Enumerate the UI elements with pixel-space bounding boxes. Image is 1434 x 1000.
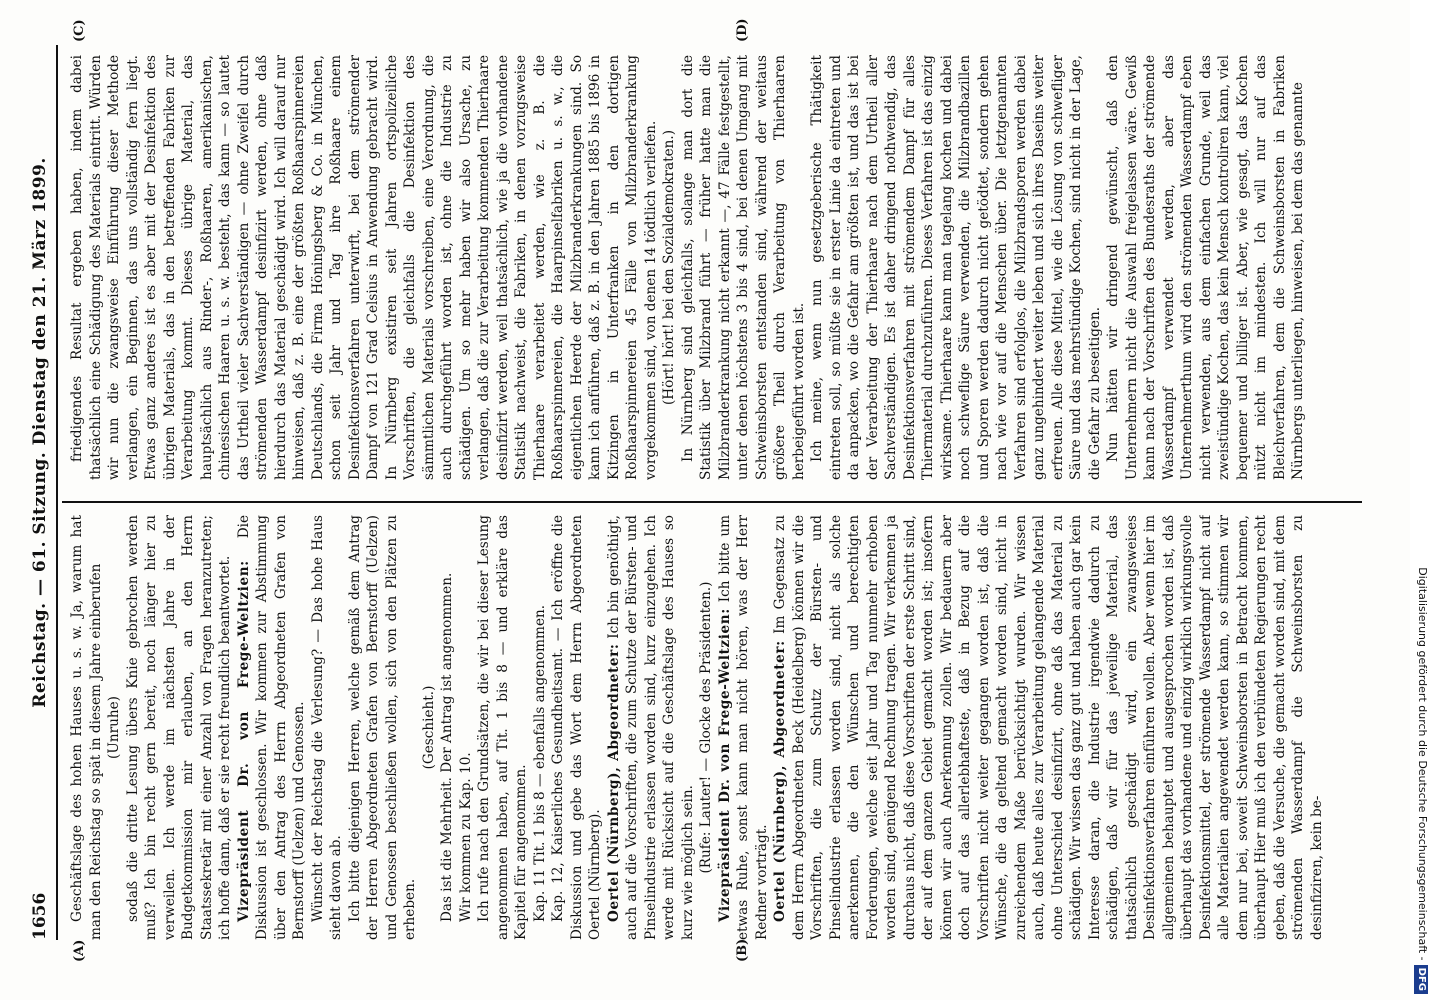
paragraph-text: In Nürnberg sind gleichfalls, solange man dort die Statistik über Milzbrand führt — früher hatte man die Milzbranderkrankung nicht erkannt —, 47 Fälle festgestellt, unter denen höchstens 3 bis 4 sind, bei denen Umgang mit Schweinsborsten entstanden sind, während der weitaus größere Theil durch Verarbeitung von Thierhaaren herbeigeführt worden ist.	[679, 55, 807, 480]
page-number: 1656	[30, 892, 50, 940]
paragraph-text: Geschäftslage des hohen Hauses u. s. w. Ja, warum hat man den Reichstag so spät in diesem Jahre einberufen	[69, 515, 104, 940]
paragraph	[68, 55, 660, 480]
right-column	[68, 55, 1368, 480]
paragraph-text: Ich bin genöthigt, auch auf die Vorschriften, die zum Schutze der Bürsten- und Pinselindustrie erlassen worden sind, kurz einzugehen. Ich werde mit Rücksicht auf die Geschäftslage des Hauses so kurz wie möglich sein.	[605, 515, 696, 940]
section-marker-a: (A)	[72, 939, 87, 962]
speaker-name: Oertel (Nürnberg), Abgeordneter:	[772, 640, 788, 922]
paragraph	[808, 55, 1104, 480]
paragraph-text: Nun hätten wir dringend gewünscht, daß den Unternehmern nicht die Auswahl freigelassen wäre. Gewiß kann nach der Vorschriften des Bundesraths der strömende Wasserdampf verwendet werden, aber das Unternehmerthum wird den strömenden Wasserdampf eben nicht verwenden, aus dem einfachen Grunde, weil das zweistündige Kochen, das kein Mensch kontroliren kann, viel bequemer und billiger ist. Aber, wie gesagt, das Kochen nützt nicht im mindesten. Ich will nur auf das Bleichverfahren, dem die Schweinsborsten in Fabriken Nürnbergs unterliegen, hinweisen, bei dem das genannte	[1105, 55, 1306, 480]
paragraph-text: Wir kommen zu Kap. 10.	[457, 752, 474, 922]
stage-direction	[697, 515, 716, 940]
section-marker-d: (D)	[735, 18, 750, 42]
paragraph-text: Kap. 11 Tit. 1 bis 8 — ebenfalls angenommen.	[531, 604, 548, 922]
paragraph	[124, 515, 235, 940]
paragraph	[1104, 55, 1308, 480]
paragraph-text: Das ist die Mehrheit. Der Antrag ist angenommen.	[439, 572, 455, 922]
paragraph	[679, 55, 809, 480]
paragraph	[771, 515, 1326, 940]
paragraph	[716, 515, 772, 940]
paragraph	[235, 515, 309, 940]
paragraph	[549, 515, 605, 940]
paragraph-text: Im Gegensatz zu dem Herrn Abgeordneten Beck (Heidelberg) können wir die Vorschriften, die zum Schutz der Bürsten- und Pinselindustrie erlassen worden sind, nicht als solche anerkennen, die den Wünschen und berechtigten Forderungen, welche seit Jahr und Tag nunmehr erhoben worden sind, genügend Rechnung tragen. Wir verkennen ja durchaus nicht, daß diese Vorschriften der erste Schritt sind, der auf dem ganzen Gebiet gemacht worden ist; insofern können wir auch Anerkennung zollen. Wir bedauern aber doch auf das allerlebhafteste, daß in Bezug auf die Vorschriften nicht weiter gegangen worden ist, daß die Wünsche, die da geltend gemacht worden sind, nicht in zureichendem Maße berücksichtigt wurden. Wir wissen auch, daß heute alles zur Verarbeitung gelangende Material ohne Unterschied desinfizirt, ohne daß das Material zu schädigen. Wir wissen das ganz gut und haben auch gar kein Interesse daran, die Industrie irgendwie dadurch zu schädigen, daß wir für das jeweilige Material, das thatsächlich geschädigt wird, ein zwangsweises Desinfektionsverfahren einführen wollen. Aber wenn hier im allgemeinen behauptet und ausgesprochen worden ist, daß überhaupt das vorhandene und einzig wirklich wirkungsvolle Desinfektionsmittel, der strömende Wasserdampf nicht auf alle Materialien angewendet werden kann, so stimmen wir dem nur bei, soweit Schweinsborsten in Betracht kommen, überhaupt Hier muß ich den verbündeten Regierungen recht geben, daß die Versuche, die gemacht worden sind, mit dem strömenden Wasserdampf die Schweinsborsten zu desinfiziren, kein be-	[772, 515, 1325, 940]
paragraph-text: Die Diskussion ist geschlossen. Wir kommen zur Abstimmung über den Antrag des Herrn Abgeordneten Grafen von Bernstorff (Uelzen) und Genossen.	[235, 515, 307, 940]
paragraph-text: Kap. 12, Kaiserliches Gesundheitsamt. — Ich eröffne die Diskussion und gebe das Wort dem Herrn Abgeordneten Oertel (Nürnberg).	[550, 515, 603, 940]
section-marker-c: (C)	[72, 19, 87, 42]
page-title: Reichstag. — 61. Sitzung. Dienstag den 21. März 1899.	[30, 157, 50, 708]
stage-direction	[105, 515, 124, 940]
paragraph	[68, 515, 105, 940]
paragraph	[438, 515, 457, 940]
paragraph	[309, 515, 346, 940]
paragraph	[531, 515, 550, 940]
paragraph	[457, 515, 476, 940]
speaker-name: Vizepräsident Dr. von Frege-Weltzien:	[716, 608, 733, 922]
paragraph-text: (Hört! hört! bei den Sozialdemokraten.)	[661, 130, 677, 406]
stage-direction	[420, 515, 439, 940]
paragraph-text: Ich rufe nach den Grundsätzen, die wir bei dieser Lesung angenommen haben, auf Tit. 1 bis 8 — und erkläre das Kapitel für angenommen.	[476, 515, 529, 940]
section-marker-b: (B)	[735, 938, 750, 962]
dfg-logo: DFG	[1414, 965, 1428, 994]
digitization-credit	[1410, 0, 1434, 1000]
speaker-name: Oertel (Nürnberg), Abgeordneter:	[605, 643, 622, 922]
paragraph	[346, 515, 420, 940]
paragraph	[475, 515, 531, 940]
speaker-name: Vizepräsident Dr. von Frege-Weltzien:	[235, 560, 252, 922]
paragraph-text: (Unruhe)	[106, 696, 122, 759]
paragraph-text: Ich bitte um etwas Ruhe, sonst kann man nicht hören, was der Herr Redner vorträgt.	[716, 515, 770, 940]
column-divider	[62, 501, 1362, 503]
paragraph-text: Ich bitte diejenigen Herren, welche gemäß dem Antrag der Herren Abgeordneten Grafen von Bernstorff (Uelzen) und Genossen beschließen wollen, sich von den Plätzen zu erheben.	[346, 515, 418, 940]
paragraph-text: friedigendes Resultat ergeben haben, indem dabei thatsächlich eine Schädigung des Materials eintritt. Würden wir nun die zwangsweise Einführung dieser Methode verlangen, ein Beginnen, das uns vollständig fern liegt. Etwas ganz anderes ist es aber mit der Desinfektion des übrigen Materials, das in den betreffenden Fabriken zur Verarbeitung kommt. Dieses übrige Material, das hauptsächlich aus Rinder-, Roßhaaren, amerikanischen, chinesischen Haaren u. s. w. besteht, das kann — so lautet das Urtheil vieler Sachverständigen — ohne Zweifel durch strömenden Wasserdampf desinfizirt werden, ohne daß hierdurch das Material geschädigt wird. Ich will darauf nur hinweisen, daß z. B. eine der größten Roßhaarspinnereien Deutschlands, die Firma Höningsberg & Co. in München, schon seit Jahr und Tag ihre Roßhaare einem Desinfektionsverfahren unterwirft, bei dem strömender Dampf von 121 Grad Celsius in Anwendung gebracht wird. In Nürnberg existiren seit Jahren ortspolizeiliche Vorschriften, die gleichfalls die Desinfektion des sämmtlichen Materials vorschreiben, eine Verordnung, die auch durchgeführt worden ist, ohne die Industrie zu schädigen. Um so mehr haben wir also Ursache, zu verlangen, daß die zur Verarbeitung kommenden Thierhaare desinfizirt werden, weil thatsächlich, wie ja die vorhandene Statistik nachweist, die Fabriken, in denen vorzugsweise Thierhaare verarbeitet werden, wie z. B. die Roßhaarspinnereien, die Haarpinselfabriken u. s. w., die eigentlichen Heerde der Milzbranderkrankungen sind. So kann ich anführen, daß z. B. in den Jahren 1885 bis 1896 in Kitzingen in Unterfranken in den dortigen Roßhaarspinnereien 45 Fälle von Milzbranderkrankung vorgekommen sind, von denen 14 tödtlich verliefen.	[69, 55, 659, 480]
paragraph-text: (Rufe: Lauter! — Glocke des Präsidenten.)	[698, 581, 714, 874]
paragraph-text: Wünscht der Reichstag die Verlesung? — Das hohe Haus sieht davon ab.	[309, 515, 344, 940]
paragraph	[605, 515, 698, 940]
left-column	[68, 515, 1368, 940]
paragraph-text: sodaß die dritte Lesung übers Knie gebrochen werden muß? Ich bin recht gern bereit, noch länger hier zu verweilen. Ich werde im nächsten Jahre in der Budgetkommission mir erlauben, an den Herrn Staatssekretär mit einer Anzahl von Fragen heranzutreten; ich hoffe dann, daß er sie recht freundlich beantwortet.	[124, 515, 233, 940]
paragraph-text: (Geschieht.)	[420, 685, 437, 770]
running-head	[28, 45, 58, 940]
paragraph-text: Ich meine, wenn nun gesetzgeberische Thätigkeit eintreten soll, so müßte sie in erster Linie da eintreten und da anpacken, wo die Gefahr am größten ist, und das ist bei der Verarbeitung der Thierhaare nach dem Urtheil aller Sachverständigen. Es ist daher dringend nothwendig, das Desinfektionsverfahren mit strömendem Dampf für alles Thiermaterial durchzuführen. Dieses Verfahren ist das einzig wirksame. Thierhaare kann man tagelang kochen und dabei noch schweflige Säure verwenden, die Milzbrandbazillen und Sporen werden dadurch nicht getödtet, sondern gehen nach wie vor auf die Menschen über. Die letztgenannten Verfahren sind erfolglos, die Milzbrandsporen werden dabei ganz ungehindert weiter leben und sich ihres Daseins weiter erfreuen. Alle diese Mittel, wie die Lösung von schwefliger Säure und das mehrstündige Kochen, sind nicht in der Lage, die Gefahr zu beseitigen.	[809, 55, 1103, 480]
stage-direction	[660, 55, 679, 480]
credit-text: Digitalisierung gefördert durch die Deutsche Forschungsgemeinschaft -	[1416, 567, 1429, 961]
